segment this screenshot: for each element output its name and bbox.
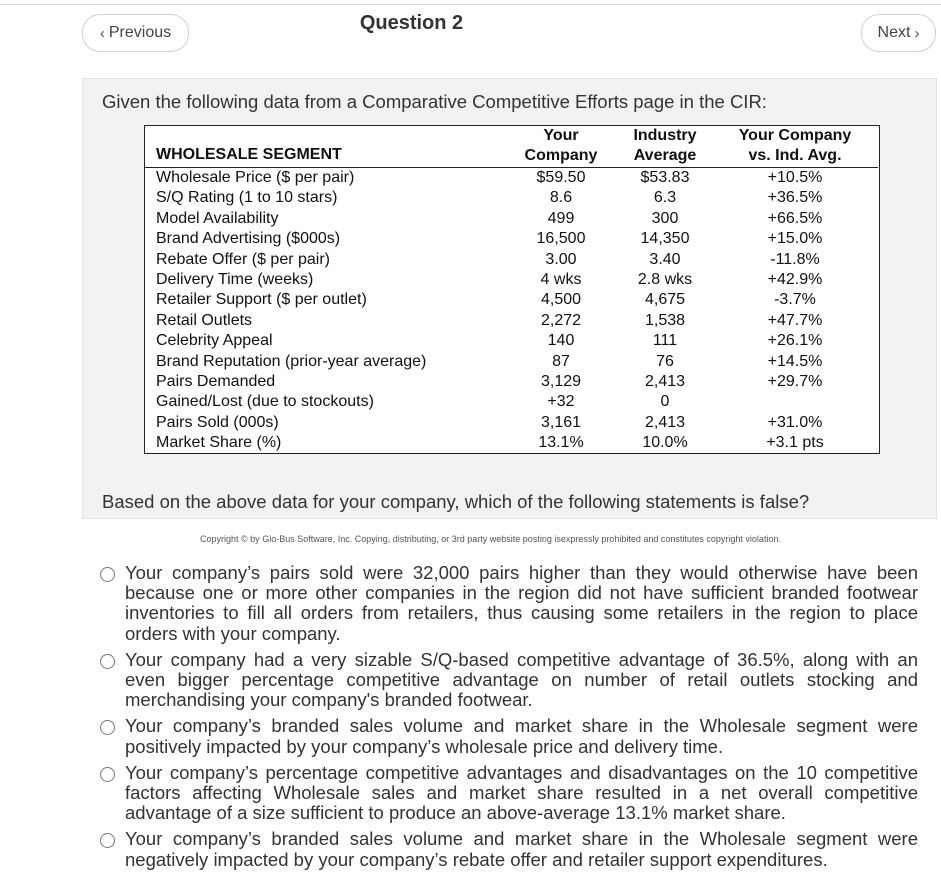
your-company-value: 87: [552, 352, 570, 370]
question-panel: [82, 78, 937, 519]
industry-average-value: 76: [656, 352, 674, 370]
row-label: Rebate Offer ($ per pair): [156, 250, 331, 268]
top-divider: [0, 4, 941, 5]
your-company-value: 499: [547, 209, 575, 227]
col-your-company: [511, 126, 611, 166]
your-company-value: 8.6: [549, 189, 573, 207]
vs-industry-value: +42.9%: [767, 270, 823, 288]
industry-average-value: 1,538: [644, 311, 686, 329]
previous-label: Previous: [108, 24, 172, 41]
table-row: [145, 290, 878, 310]
copyright-notice: Copyright © by Glo-Bus Software, Inc. Copying, distributing, or 3rd party website posting isexpressly prohibited and constitutes copyright violation.: [200, 534, 781, 544]
vs-industry-value: +66.5%: [767, 209, 823, 227]
table-row: [145, 250, 878, 270]
next-button[interactable]: [861, 14, 936, 52]
row-label: Wholesale Price ($ per pair): [156, 169, 355, 186]
row-label: Gained/Lost (due to stockouts): [156, 393, 374, 411]
your-company-value: 16,500: [536, 230, 586, 248]
col-vs-industry-line2: vs. Ind. Avg.: [748, 147, 842, 164]
your-company-value: 3,161: [540, 413, 582, 431]
industry-average-value: 0: [660, 393, 670, 411]
radio-button[interactable]: [100, 654, 115, 669]
table-row: [145, 433, 878, 453]
your-company-value: 4 wks: [540, 270, 582, 288]
industry-average-value: $53.83: [640, 169, 690, 186]
answer-option-text: Your company had a very sizable S/Q-based competitive advantage of 36.5%, along with an even bigger percentage competitive advantage on number of retail outlets stocking and merchandising your company's branded footwear.: [125, 648, 918, 711]
col-vs-industry: [735, 126, 855, 166]
your-company-value: 3,129: [540, 372, 582, 390]
col-your-company-line1: Your: [543, 127, 579, 144]
row-label: Market Share (%): [156, 434, 282, 452]
table-row: [145, 392, 878, 412]
row-label: Brand Reputation (prior-year average): [156, 352, 427, 370]
industry-average-value: 4,675: [644, 291, 686, 309]
industry-average-value: 2.8 wks: [637, 270, 693, 288]
vs-industry-value: +3.1 pts: [766, 434, 824, 452]
industry-average-value: 111: [652, 332, 678, 350]
row-label: Retailer Support ($ per outlet): [156, 291, 367, 309]
industry-average-value: 2,413: [644, 372, 686, 390]
table-row: [145, 188, 878, 208]
table-row: [145, 413, 878, 433]
vs-industry-value: +14.5%: [767, 352, 823, 370]
row-label: Pairs Sold (000s): [156, 413, 279, 431]
table-row: [145, 209, 878, 229]
page-title: Question 2: [359, 12, 464, 34]
answer-option-text: Your company’s branded sales volume and market share in the Wholesale segment were positively impacted by your company’s wholesale price and delivery time.: [125, 715, 918, 757]
wholesale-segment-table: [144, 125, 880, 454]
vs-industry-value: +36.5%: [767, 189, 823, 207]
row-label: Delivery Time (weeks): [156, 270, 314, 288]
answer-option-4[interactable]: [100, 763, 918, 824]
table-row: [145, 229, 878, 249]
vs-industry-value: +26.1%: [767, 332, 823, 350]
row-label: Pairs Demanded: [156, 372, 276, 390]
table-row: [145, 168, 878, 188]
col-industry-average: [615, 126, 715, 166]
your-company-value: 3.00: [545, 250, 577, 268]
answer-option-text: Your company’s percentage competitive advantages and disadvantages on the 10 competitive factors affecting Wholesale sales and market share resulted in a net overall competitive advantage of a size sufficient to produce an above-average 13.1% market share.: [125, 761, 918, 824]
table-row: [145, 331, 878, 351]
col-industry-average-line2: Average: [633, 147, 697, 164]
answer-option-text: Your company’s branded sales volume and market share in the Wholesale segment were negatively impacted by your company’s rebate offer and retailer support expenditures.: [125, 828, 918, 870]
answer-option-1[interactable]: [100, 563, 918, 644]
your-company-value: 4,500: [540, 291, 582, 309]
vs-industry-value: +10.5%: [767, 169, 823, 186]
segment-header: WHOLESALE SEGMENT: [156, 146, 342, 163]
your-company-value: 140: [547, 332, 575, 350]
chevron-left-icon: ‹: [99, 24, 105, 42]
industry-average-value: 14,350: [640, 230, 690, 248]
vs-industry-value: -11.8%: [770, 250, 820, 268]
vs-industry-value: -3.7%: [774, 291, 816, 309]
intro-text: Given the following data from a Comparative Competitive Efforts page in the CIR:: [102, 91, 767, 112]
industry-average-value: 6.3: [653, 189, 677, 207]
your-company-value: 2,272: [540, 311, 582, 329]
answer-option-5[interactable]: [100, 829, 918, 869]
radio-button[interactable]: [100, 767, 115, 782]
question-text: Based on the above data for your company, which of the following statements is false?: [102, 491, 810, 512]
answer-option-text: Your company’s pairs sold were 32,000 pairs higher than they would otherwise have been because one or more other companies in the region did not have sufficient branded footwear inventories to fill all orders from retailers, thus causing some retailers in the region to place orders with your company.: [125, 562, 918, 644]
industry-average-value: 3.40: [649, 250, 681, 268]
row-label: Celebrity Appeal: [156, 332, 273, 350]
radio-button[interactable]: [100, 833, 115, 848]
vs-industry-value: +29.7%: [767, 372, 823, 390]
industry-average-value: 10.0%: [642, 434, 688, 452]
col-your-company-line2: Company: [524, 147, 598, 164]
vs-industry-value: +47.7%: [767, 311, 823, 329]
your-company-value: 13.1%: [538, 434, 584, 452]
next-label: Next: [877, 24, 911, 41]
radio-button[interactable]: [100, 720, 115, 735]
answer-options: [100, 563, 918, 876]
row-label: Brand Advertising ($000s): [156, 230, 341, 248]
chevron-right-icon: ›: [914, 24, 920, 42]
industry-average-value: 300: [651, 209, 679, 227]
vs-industry-value: +31.0%: [767, 413, 823, 431]
row-label: Retail Outlets: [156, 311, 253, 329]
vs-industry-value: +15.0%: [767, 230, 823, 248]
table-header: [145, 126, 878, 168]
table-row: [145, 270, 878, 290]
col-industry-average-line1: Industry: [633, 127, 697, 144]
col-vs-industry-line1: Your Company: [738, 127, 852, 144]
row-label: S/Q Rating (1 to 10 stars): [156, 189, 338, 207]
table-row: [145, 352, 878, 372]
table-row: [145, 372, 878, 392]
your-company-value: +32: [547, 393, 575, 411]
table-row: [145, 311, 878, 331]
radio-button[interactable]: [100, 567, 115, 582]
table-body: [145, 168, 878, 453]
answer-option-2[interactable]: [100, 650, 918, 711]
answer-option-3[interactable]: [100, 716, 918, 756]
industry-average-value: 2,413: [644, 413, 686, 431]
row-label: Model Availability: [156, 209, 279, 227]
your-company-value: $59.50: [536, 169, 586, 186]
